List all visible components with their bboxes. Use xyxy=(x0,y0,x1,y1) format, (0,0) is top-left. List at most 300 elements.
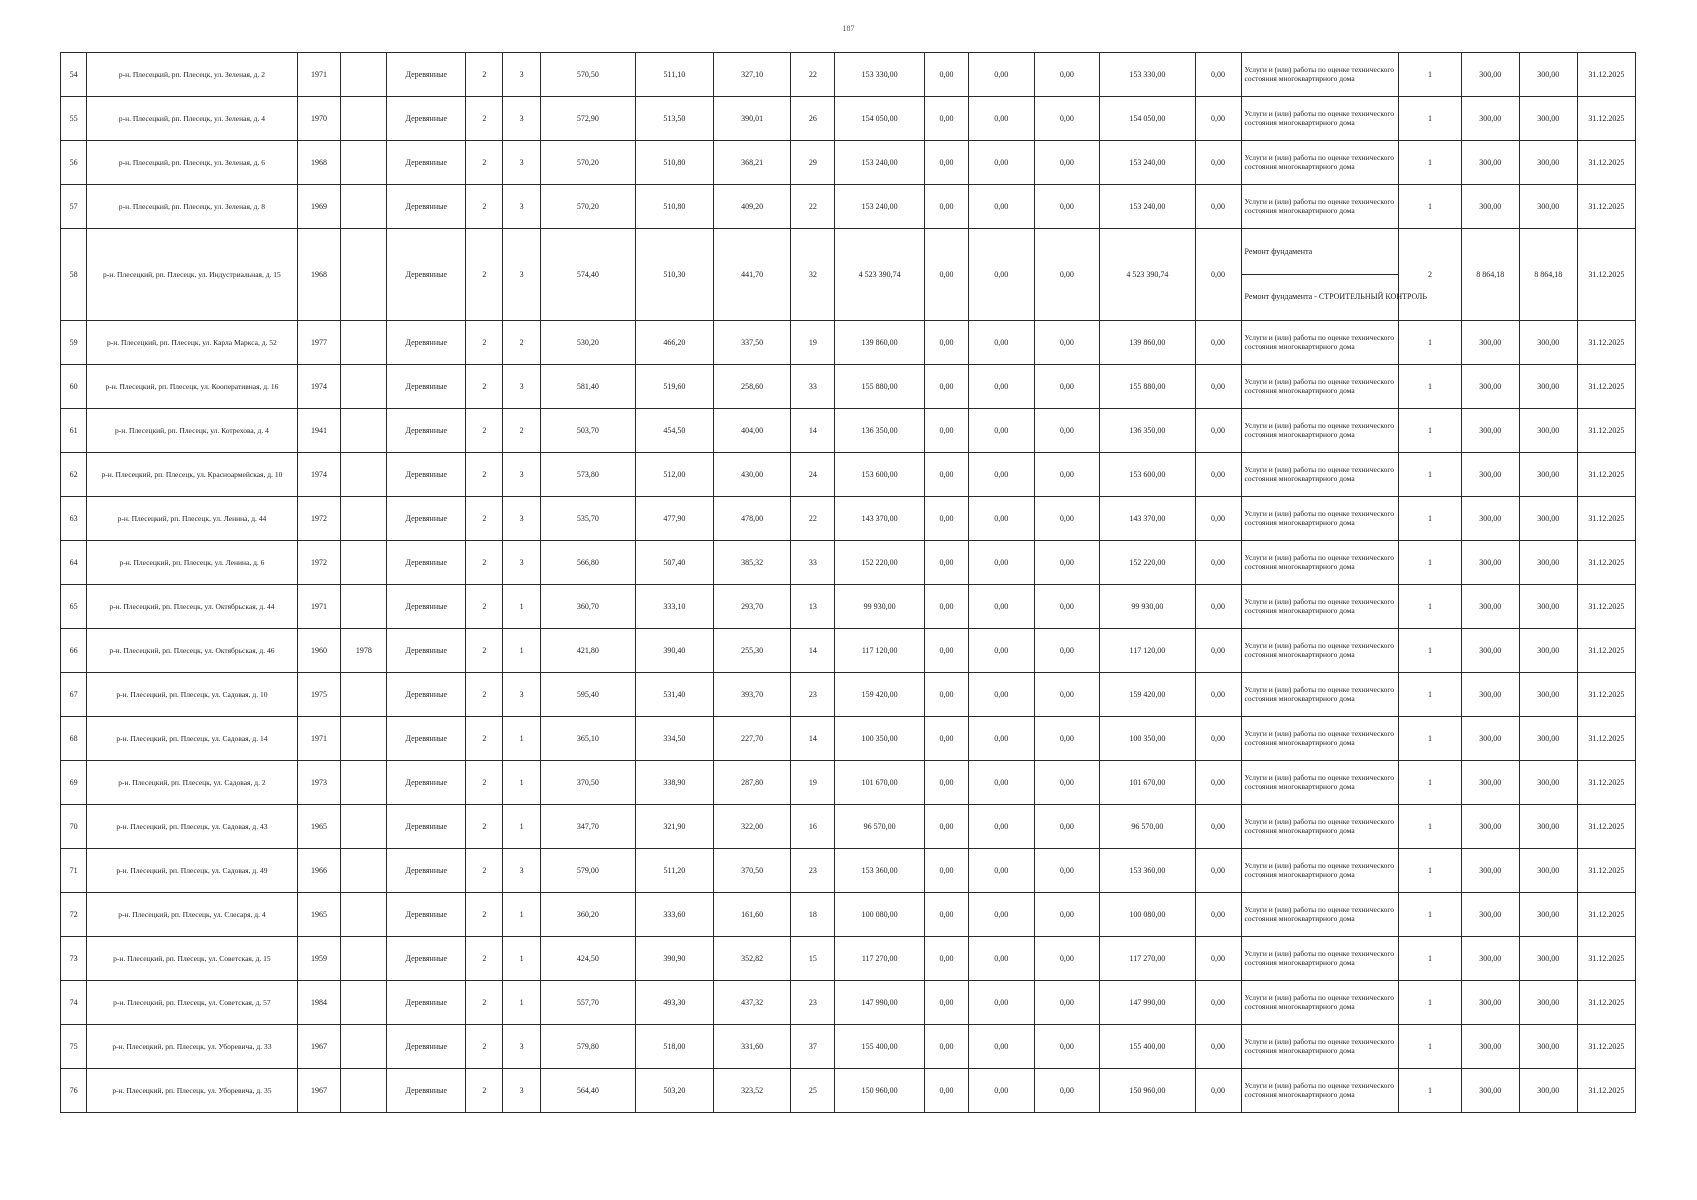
fund-regional-cell: 0,00 xyxy=(968,1025,1034,1069)
fund-other-cell: 0,00 xyxy=(1195,1025,1241,1069)
total-cost-cell: 153 330,00 xyxy=(835,53,925,97)
table-row xyxy=(61,53,1636,97)
living-area-cell: 334,50 xyxy=(635,717,713,761)
address-cell: р-н. Плесецкий, рп. Плесецк, ул. Зеленая, д. 4 xyxy=(87,97,297,141)
total-area-cell: 570,50 xyxy=(540,53,635,97)
total-cost-cell: 100 080,00 xyxy=(835,893,925,937)
fund-regional-cell: 0,00 xyxy=(968,629,1034,673)
living-area-cell: 518,00 xyxy=(635,1025,713,1069)
table-row xyxy=(61,673,1636,717)
fund-regional-cell: 0,00 xyxy=(968,937,1034,981)
completion-date-cell: 31.12.2025 xyxy=(1577,541,1635,585)
fund-owners-cell: 154 050,00 xyxy=(1100,97,1195,141)
completion-date-cell: 31.12.2025 xyxy=(1577,365,1635,409)
total-cost-cell: 147 990,00 xyxy=(835,981,925,1025)
total-cost-cell: 143 370,00 xyxy=(835,497,925,541)
work-units-cell: 1 xyxy=(1399,717,1461,761)
fund-federal-cell: 0,00 xyxy=(925,717,969,761)
entrances-cell: 3 xyxy=(503,365,540,409)
work-units-cell: 1 xyxy=(1399,321,1461,365)
entrances-cell: 3 xyxy=(503,541,540,585)
floors-cell: 2 xyxy=(466,937,503,981)
table-row xyxy=(61,185,1636,229)
total-area-cell: 360,20 xyxy=(540,893,635,937)
fund-federal-cell: 0,00 xyxy=(925,141,969,185)
year-reconstruction-cell xyxy=(341,805,387,849)
total-area-cell: 572,90 xyxy=(540,97,635,141)
residents-count-cell: 16 xyxy=(791,805,835,849)
living-area-cell: 466,20 xyxy=(635,321,713,365)
total-area-cell: 360,70 xyxy=(540,585,635,629)
fund-owners-cell: 150 960,00 xyxy=(1100,1069,1195,1113)
year-reconstruction-cell: 1978 xyxy=(341,629,387,673)
floors-cell: 2 xyxy=(466,409,503,453)
work-type-cell: Услуги и (или) работы по оценке технического состояния многоквартирного дома xyxy=(1241,893,1399,937)
unit-cost-cell: 300,00 xyxy=(1461,53,1519,97)
address-cell: р-н. Плесецкий, рп. Плесецк, ул. Индустриальная, д. 15 xyxy=(87,229,297,321)
residents-count-cell: 23 xyxy=(791,849,835,893)
completion-date-cell: 31.12.2025 xyxy=(1577,453,1635,497)
fund-other-cell: 0,00 xyxy=(1195,185,1241,229)
residential-area-cell: 337,50 xyxy=(713,321,791,365)
table-row xyxy=(61,717,1636,761)
fund-owners-cell: 159 420,00 xyxy=(1100,673,1195,717)
unit-cost-cell: 300,00 xyxy=(1461,497,1519,541)
max-unit-cost-cell: 300,00 xyxy=(1519,365,1577,409)
year-reconstruction-cell xyxy=(341,409,387,453)
fund-regional-cell: 0,00 xyxy=(968,1069,1034,1113)
residents-count-cell: 13 xyxy=(791,585,835,629)
wall-material-cell: Деревянные xyxy=(387,805,466,849)
row-number-cell: 69 xyxy=(61,761,87,805)
residential-area-cell: 227,70 xyxy=(713,717,791,761)
work-units-cell: 1 xyxy=(1399,1069,1461,1113)
floors-cell: 2 xyxy=(466,365,503,409)
table-row xyxy=(61,585,1636,629)
year-reconstruction-cell xyxy=(341,185,387,229)
fund-federal-cell: 0,00 xyxy=(925,805,969,849)
work-type-cell: Услуги и (или) работы по оценке технического состояния многоквартирного дома xyxy=(1241,629,1399,673)
total-cost-cell: 4 523 390,74 xyxy=(835,229,925,321)
work-units-cell: 1 xyxy=(1399,893,1461,937)
entrances-cell: 3 xyxy=(503,97,540,141)
residential-area-cell: 430,00 xyxy=(713,453,791,497)
fund-municipal-cell: 0,00 xyxy=(1034,849,1100,893)
row-number-cell: 65 xyxy=(61,585,87,629)
fund-municipal-cell: 0,00 xyxy=(1034,229,1100,321)
living-area-cell: 333,10 xyxy=(635,585,713,629)
fund-municipal-cell: 0,00 xyxy=(1034,629,1100,673)
fund-owners-cell: 155 400,00 xyxy=(1100,1025,1195,1069)
row-number-cell: 75 xyxy=(61,1025,87,1069)
wall-material-cell: Деревянные xyxy=(387,937,466,981)
fund-federal-cell: 0,00 xyxy=(925,185,969,229)
total-cost-cell: 100 350,00 xyxy=(835,717,925,761)
residential-area-cell: 404,00 xyxy=(713,409,791,453)
entrances-cell: 3 xyxy=(503,497,540,541)
fund-regional-cell: 0,00 xyxy=(968,717,1034,761)
residents-count-cell: 26 xyxy=(791,97,835,141)
work-units-cell: 1 xyxy=(1399,453,1461,497)
floors-cell: 2 xyxy=(466,585,503,629)
table-row xyxy=(61,497,1636,541)
residents-count-cell: 22 xyxy=(791,497,835,541)
floors-cell: 2 xyxy=(466,97,503,141)
fund-owners-cell: 152 220,00 xyxy=(1100,541,1195,585)
total-cost-cell: 153 600,00 xyxy=(835,453,925,497)
residential-area-cell: 255,30 xyxy=(713,629,791,673)
total-area-cell: 421,80 xyxy=(540,629,635,673)
work-type-cell: Услуги и (или) работы по оценке технического состояния многоквартирного дома xyxy=(1241,185,1399,229)
year-reconstruction-cell xyxy=(341,585,387,629)
unit-cost-cell: 300,00 xyxy=(1461,409,1519,453)
year-reconstruction-cell xyxy=(341,981,387,1025)
fund-municipal-cell: 0,00 xyxy=(1034,541,1100,585)
completion-date-cell: 31.12.2025 xyxy=(1577,321,1635,365)
year-reconstruction-cell xyxy=(341,97,387,141)
year-built-cell: 1972 xyxy=(297,541,341,585)
max-unit-cost-cell: 300,00 xyxy=(1519,585,1577,629)
fund-owners-cell: 153 240,00 xyxy=(1100,185,1195,229)
max-unit-cost-cell: 300,00 xyxy=(1519,185,1577,229)
unit-cost-cell: 300,00 xyxy=(1461,365,1519,409)
completion-date-cell: 31.12.2025 xyxy=(1577,805,1635,849)
table-row xyxy=(61,629,1636,673)
work-units-cell: 1 xyxy=(1399,541,1461,585)
fund-other-cell: 0,00 xyxy=(1195,321,1241,365)
residents-count-cell: 25 xyxy=(791,1069,835,1113)
table-row xyxy=(61,365,1636,409)
fund-regional-cell: 0,00 xyxy=(968,321,1034,365)
fund-regional-cell: 0,00 xyxy=(968,229,1034,321)
floors-cell: 2 xyxy=(466,629,503,673)
row-number-cell: 73 xyxy=(61,937,87,981)
year-reconstruction-cell xyxy=(341,453,387,497)
living-area-cell: 503,20 xyxy=(635,1069,713,1113)
work-units-cell: 1 xyxy=(1399,409,1461,453)
entrances-cell: 1 xyxy=(503,629,540,673)
fund-municipal-cell: 0,00 xyxy=(1034,761,1100,805)
row-number-cell: 72 xyxy=(61,893,87,937)
entrances-cell: 3 xyxy=(503,673,540,717)
max-unit-cost-cell: 300,00 xyxy=(1519,717,1577,761)
fund-federal-cell: 0,00 xyxy=(925,585,969,629)
floors-cell: 2 xyxy=(466,53,503,97)
year-built-cell: 1967 xyxy=(297,1025,341,1069)
completion-date-cell: 31.12.2025 xyxy=(1577,229,1635,321)
row-number-cell: 74 xyxy=(61,981,87,1025)
max-unit-cost-cell: 300,00 xyxy=(1519,497,1577,541)
year-reconstruction-cell xyxy=(341,717,387,761)
total-cost-cell: 153 360,00 xyxy=(835,849,925,893)
unit-cost-cell: 300,00 xyxy=(1461,629,1519,673)
residential-area-cell: 385,32 xyxy=(713,541,791,585)
unit-cost-cell: 300,00 xyxy=(1461,937,1519,981)
wall-material-cell: Деревянные xyxy=(387,321,466,365)
fund-municipal-cell: 0,00 xyxy=(1034,409,1100,453)
total-cost-cell: 136 350,00 xyxy=(835,409,925,453)
floors-cell: 2 xyxy=(466,717,503,761)
fund-municipal-cell: 0,00 xyxy=(1034,585,1100,629)
year-built-cell: 1971 xyxy=(297,53,341,97)
floors-cell: 2 xyxy=(466,497,503,541)
residential-area-cell: 287,80 xyxy=(713,761,791,805)
work-units-cell: 1 xyxy=(1399,97,1461,141)
row-number-cell: 58 xyxy=(61,229,87,321)
table-row xyxy=(61,141,1636,185)
residential-area-cell: 393,70 xyxy=(713,673,791,717)
residential-area-cell: 441,70 xyxy=(713,229,791,321)
residents-count-cell: 33 xyxy=(791,541,835,585)
row-number-cell: 70 xyxy=(61,805,87,849)
year-built-cell: 1984 xyxy=(297,981,341,1025)
fund-owners-cell: 117 120,00 xyxy=(1100,629,1195,673)
wall-material-cell: Деревянные xyxy=(387,141,466,185)
fund-municipal-cell: 0,00 xyxy=(1034,97,1100,141)
max-unit-cost-cell: 300,00 xyxy=(1519,673,1577,717)
residents-count-cell: 37 xyxy=(791,1025,835,1069)
work-units-cell: 1 xyxy=(1399,805,1461,849)
entrances-cell: 2 xyxy=(503,321,540,365)
wall-material-cell: Деревянные xyxy=(387,1069,466,1113)
fund-other-cell: 0,00 xyxy=(1195,541,1241,585)
table-row xyxy=(61,541,1636,585)
residents-count-cell: 33 xyxy=(791,365,835,409)
unit-cost-cell: 300,00 xyxy=(1461,849,1519,893)
residents-count-cell: 15 xyxy=(791,937,835,981)
fund-other-cell: 0,00 xyxy=(1195,365,1241,409)
fund-federal-cell: 0,00 xyxy=(925,629,969,673)
row-number-cell: 66 xyxy=(61,629,87,673)
fund-other-cell: 0,00 xyxy=(1195,585,1241,629)
floors-cell: 2 xyxy=(466,229,503,321)
entrances-cell: 1 xyxy=(503,893,540,937)
total-cost-cell: 159 420,00 xyxy=(835,673,925,717)
residential-area-cell: 161,60 xyxy=(713,893,791,937)
year-built-cell: 1967 xyxy=(297,1069,341,1113)
entrances-cell: 3 xyxy=(503,1025,540,1069)
residents-count-cell: 23 xyxy=(791,981,835,1025)
max-unit-cost-cell: 300,00 xyxy=(1519,981,1577,1025)
table-body xyxy=(61,53,1636,1113)
wall-material-cell: Деревянные xyxy=(387,717,466,761)
fund-municipal-cell: 0,00 xyxy=(1034,141,1100,185)
unit-cost-cell: 300,00 xyxy=(1461,673,1519,717)
fund-municipal-cell: 0,00 xyxy=(1034,1069,1100,1113)
living-area-cell: 477,90 xyxy=(635,497,713,541)
year-built-cell: 1941 xyxy=(297,409,341,453)
fund-owners-cell: 143 370,00 xyxy=(1100,497,1195,541)
residents-count-cell: 29 xyxy=(791,141,835,185)
address-cell: р-н. Плесецкий, рп. Плесецк, ул. Советская, д. 57 xyxy=(87,981,297,1025)
fund-federal-cell: 0,00 xyxy=(925,229,969,321)
max-unit-cost-cell: 300,00 xyxy=(1519,53,1577,97)
work-type-cell: Услуги и (или) работы по оценке технического состояния многоквартирного дома xyxy=(1241,937,1399,981)
fund-owners-cell: 139 860,00 xyxy=(1100,321,1195,365)
living-area-cell: 511,10 xyxy=(635,53,713,97)
total-area-cell: 370,50 xyxy=(540,761,635,805)
living-area-cell: 333,60 xyxy=(635,893,713,937)
wall-material-cell: Деревянные xyxy=(387,761,466,805)
total-area-cell: 579,80 xyxy=(540,1025,635,1069)
year-built-cell: 1965 xyxy=(297,805,341,849)
address-cell: р-н. Плесецкий, рп. Плесецк, ул. Слесаря, д. 4 xyxy=(87,893,297,937)
total-cost-cell: 155 880,00 xyxy=(835,365,925,409)
fund-municipal-cell: 0,00 xyxy=(1034,321,1100,365)
address-cell: р-н. Плесецкий, рп. Плесецк, ул. Красноармейская, д. 10 xyxy=(87,453,297,497)
unit-cost-cell: 300,00 xyxy=(1461,541,1519,585)
living-area-cell: 454,50 xyxy=(635,409,713,453)
total-cost-cell: 117 270,00 xyxy=(835,937,925,981)
fund-regional-cell: 0,00 xyxy=(968,97,1034,141)
residential-area-cell: 323,52 xyxy=(713,1069,791,1113)
year-built-cell: 1971 xyxy=(297,717,341,761)
fund-other-cell: 0,00 xyxy=(1195,497,1241,541)
living-area-cell: 338,90 xyxy=(635,761,713,805)
fund-other-cell: 0,00 xyxy=(1195,1069,1241,1113)
completion-date-cell: 31.12.2025 xyxy=(1577,893,1635,937)
fund-municipal-cell: 0,00 xyxy=(1034,937,1100,981)
entrances-cell: 2 xyxy=(503,409,540,453)
unit-cost-cell: 300,00 xyxy=(1461,585,1519,629)
living-area-cell: 510,80 xyxy=(635,141,713,185)
fund-regional-cell: 0,00 xyxy=(968,849,1034,893)
max-unit-cost-cell: 300,00 xyxy=(1519,321,1577,365)
fund-owners-cell: 4 523 390,74 xyxy=(1100,229,1195,321)
fund-owners-cell: 153 240,00 xyxy=(1100,141,1195,185)
completion-date-cell: 31.12.2025 xyxy=(1577,1025,1635,1069)
fund-federal-cell: 0,00 xyxy=(925,937,969,981)
fund-federal-cell: 0,00 xyxy=(925,981,969,1025)
address-cell: р-н. Плесецкий, рп. Плесецк, ул. Октябрьская, д. 44 xyxy=(87,585,297,629)
fund-other-cell: 0,00 xyxy=(1195,717,1241,761)
address-cell: р-н. Плесецкий, рп. Плесецк, ул. Уборевича, д. 33 xyxy=(87,1025,297,1069)
work-units-cell: 1 xyxy=(1399,937,1461,981)
completion-date-cell: 31.12.2025 xyxy=(1577,97,1635,141)
residents-count-cell: 24 xyxy=(791,453,835,497)
completion-date-cell: 31.12.2025 xyxy=(1577,937,1635,981)
work-type-text-secondary: Ремонт фундамента - СТРОИТЕЛЬНЫЙ КОНТРОЛЬ xyxy=(1242,274,1399,320)
unit-cost-cell: 300,00 xyxy=(1461,1069,1519,1113)
max-unit-cost-cell: 300,00 xyxy=(1519,541,1577,585)
fund-regional-cell: 0,00 xyxy=(968,141,1034,185)
year-reconstruction-cell xyxy=(341,53,387,97)
work-type-cell: Услуги и (или) работы по оценке технического состояния многоквартирного дома xyxy=(1241,453,1399,497)
work-type-text: Ремонт фундамента xyxy=(1244,246,1313,256)
year-built-cell: 1972 xyxy=(297,497,341,541)
completion-date-cell: 31.12.2025 xyxy=(1577,629,1635,673)
wall-material-cell: Деревянные xyxy=(387,453,466,497)
fund-municipal-cell: 0,00 xyxy=(1034,453,1100,497)
max-unit-cost-cell: 300,00 xyxy=(1519,141,1577,185)
wall-material-cell: Деревянные xyxy=(387,893,466,937)
work-units-cell: 1 xyxy=(1399,185,1461,229)
floors-cell: 2 xyxy=(466,849,503,893)
total-cost-cell: 99 930,00 xyxy=(835,585,925,629)
work-type-cell: Услуги и (или) работы по оценке технического состояния многоквартирного дома xyxy=(1241,97,1399,141)
total-area-cell: 347,70 xyxy=(540,805,635,849)
fund-other-cell: 0,00 xyxy=(1195,409,1241,453)
living-area-cell: 390,40 xyxy=(635,629,713,673)
floors-cell: 2 xyxy=(466,185,503,229)
address-cell: р-н. Плесецкий, рп. Плесецк, ул. Зеленая, д. 6 xyxy=(87,141,297,185)
year-reconstruction-cell xyxy=(341,761,387,805)
row-number-cell: 59 xyxy=(61,321,87,365)
completion-date-cell: 31.12.2025 xyxy=(1577,497,1635,541)
fund-other-cell: 0,00 xyxy=(1195,761,1241,805)
fund-federal-cell: 0,00 xyxy=(925,365,969,409)
completion-date-cell: 31.12.2025 xyxy=(1577,585,1635,629)
row-number-cell: 67 xyxy=(61,673,87,717)
total-cost-cell: 96 570,00 xyxy=(835,805,925,849)
total-area-cell: 595,40 xyxy=(540,673,635,717)
completion-date-cell: 31.12.2025 xyxy=(1577,1069,1635,1113)
address-cell: р-н. Плесецкий, рп. Плесецк, ул. Карла Маркса, д. 52 xyxy=(87,321,297,365)
fund-other-cell: 0,00 xyxy=(1195,805,1241,849)
completion-date-cell: 31.12.2025 xyxy=(1577,185,1635,229)
table-row xyxy=(61,229,1636,321)
fund-federal-cell: 0,00 xyxy=(925,761,969,805)
year-built-cell: 1971 xyxy=(297,585,341,629)
completion-date-cell: 31.12.2025 xyxy=(1577,409,1635,453)
address-cell: р-н. Плесецкий, рп. Плесецк, ул. Садовая, д. 14 xyxy=(87,717,297,761)
fund-municipal-cell: 0,00 xyxy=(1034,893,1100,937)
entrances-cell: 3 xyxy=(503,1069,540,1113)
entrances-cell: 1 xyxy=(503,761,540,805)
row-number-cell: 76 xyxy=(61,1069,87,1113)
entrances-cell: 3 xyxy=(503,53,540,97)
work-units-cell: 2 xyxy=(1399,229,1461,321)
table-row xyxy=(61,1025,1636,1069)
entrances-cell: 1 xyxy=(503,717,540,761)
residential-area-cell: 390,01 xyxy=(713,97,791,141)
year-reconstruction-cell xyxy=(341,893,387,937)
year-reconstruction-cell xyxy=(341,541,387,585)
living-area-cell: 510,30 xyxy=(635,229,713,321)
wall-material-cell: Деревянные xyxy=(387,365,466,409)
completion-date-cell: 31.12.2025 xyxy=(1577,673,1635,717)
year-built-cell: 1960 xyxy=(297,629,341,673)
fund-other-cell: 0,00 xyxy=(1195,937,1241,981)
year-reconstruction-cell xyxy=(341,229,387,321)
fund-municipal-cell: 0,00 xyxy=(1034,365,1100,409)
fund-owners-cell: 101 670,00 xyxy=(1100,761,1195,805)
fund-other-cell: 0,00 xyxy=(1195,893,1241,937)
total-cost-cell: 117 120,00 xyxy=(835,629,925,673)
year-reconstruction-cell xyxy=(341,497,387,541)
fund-municipal-cell: 0,00 xyxy=(1034,981,1100,1025)
fund-federal-cell: 0,00 xyxy=(925,497,969,541)
fund-municipal-cell: 0,00 xyxy=(1034,1025,1100,1069)
total-area-cell: 535,70 xyxy=(540,497,635,541)
living-area-cell: 510,80 xyxy=(635,185,713,229)
row-number-cell: 68 xyxy=(61,717,87,761)
work-type-cell: Услуги и (или) работы по оценке технического состояния многоквартирного дома xyxy=(1241,321,1399,365)
total-cost-cell: 139 860,00 xyxy=(835,321,925,365)
residents-count-cell: 32 xyxy=(791,229,835,321)
completion-date-cell: 31.12.2025 xyxy=(1577,717,1635,761)
year-reconstruction-cell xyxy=(341,365,387,409)
residents-count-cell: 19 xyxy=(791,321,835,365)
fund-other-cell: 0,00 xyxy=(1195,849,1241,893)
living-area-cell: 513,50 xyxy=(635,97,713,141)
wall-material-cell: Деревянные xyxy=(387,849,466,893)
residents-count-cell: 22 xyxy=(791,185,835,229)
fund-regional-cell: 0,00 xyxy=(968,585,1034,629)
max-unit-cost-cell: 300,00 xyxy=(1519,409,1577,453)
year-built-cell: 1965 xyxy=(297,893,341,937)
floors-cell: 2 xyxy=(466,453,503,497)
